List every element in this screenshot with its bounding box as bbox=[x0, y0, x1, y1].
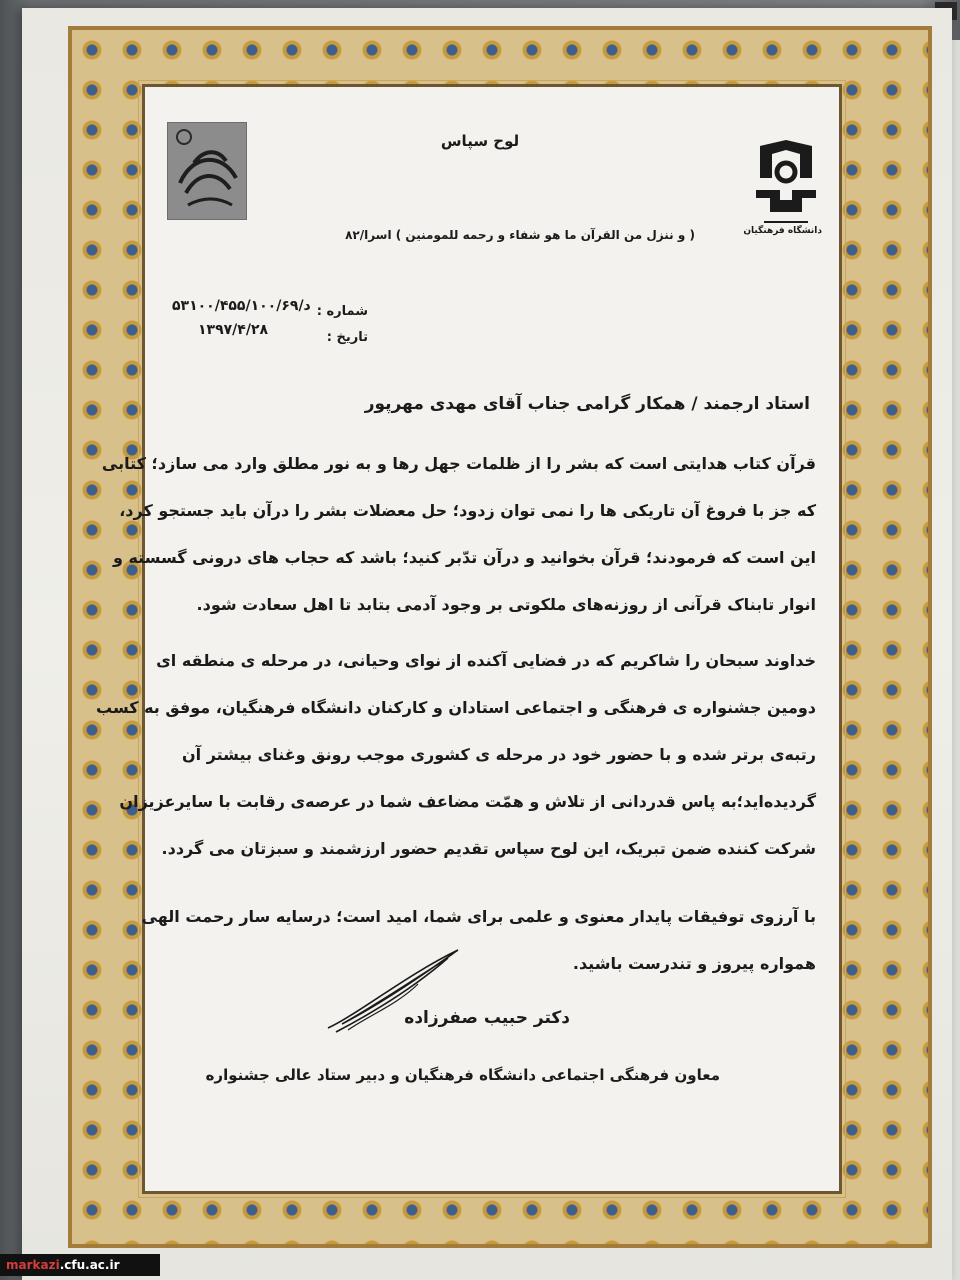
paragraph-2-line: خداوند سبحان را شاکریم که در فضایی آکنده از نوای وحیانی، در مرحله ی منطقه ای bbox=[156, 651, 816, 670]
paragraph-1-line: این است که فرمودند؛ قرآن بخوانید و درآن تدّبر کنید؛ باشد که حجاب های درونی گسسته و bbox=[112, 548, 816, 567]
watermark-suffix: .cfu.ac.ir bbox=[59, 1258, 120, 1272]
paragraph-2-line: گردیده‌اید؛به پاس قدردانی از تلاش و همّت مضاعف شما در عرصه‌ی رقابت با سایرعزیزان bbox=[119, 792, 816, 811]
site-watermark bbox=[0, 1254, 160, 1276]
certificate-title: لوح سپاس bbox=[440, 132, 520, 150]
date-label: تاریخ : bbox=[326, 330, 368, 345]
paragraph-2-line: شرکت کننده ضمن تبریک، این لوح سپاس تقدیم حضور ارزشمند و سبزتان می گردد. bbox=[161, 839, 816, 858]
university-logo bbox=[743, 138, 822, 242]
number-label: شماره : bbox=[316, 304, 368, 319]
paragraph-3-line: همواره پیروز و تندرست باشید. bbox=[572, 954, 816, 973]
festival-logo bbox=[167, 122, 247, 220]
date-value: ۱۳۹۷/۴/۲۸ bbox=[198, 322, 269, 338]
university-logo-caption: دانشگاه فرهنگیان bbox=[743, 226, 822, 236]
signer-role: معاون فرهنگی اجتماعی دانشگاه فرهنگیان و دبیر ستاد عالی جشنواره bbox=[205, 1066, 720, 1084]
paragraph-2-line: رتبه‌ی برتر شده و با حضور خود در مرحله ی کشوری موجب رونق وغنای بیشتر آن bbox=[181, 745, 816, 764]
paragraph-1 bbox=[101, 440, 816, 628]
salutation: استاد ارجمند / همکار گرامی جناب آقای مهدی مهرپور bbox=[364, 394, 810, 414]
signer-name: دکتر حبیب صفرزاده bbox=[404, 1008, 570, 1028]
quran-verse: ( و ننزل من القرآن ما هو شفاء و رحمه للمومنین ) اسرا/۸۲ bbox=[345, 228, 695, 242]
festival-logo-icon bbox=[168, 123, 246, 219]
paragraph-3-line: با آرزوی توفیقات پایدار معنوی و علمی برای شما، امید است؛ درسایه سار رحمت الهی bbox=[141, 907, 816, 926]
paragraph-1-line: که جز با فروغ آن تاریکی ها را نمی توان زدود؛ حل معضلات بشر را درآن باید جستجو کرد، bbox=[119, 501, 816, 520]
watermark-prefix: markazi bbox=[6, 1258, 60, 1272]
paragraph-1-line: قرآن کتاب هدایتی است که بشر را از ظلمات جهل رها و به نور مطلق وارد می سازد؛ کتابی bbox=[101, 454, 816, 473]
paragraph-1-line: انوار تابناک قرآنی از روزنه‌های ملکوتی بر وجود آدمی بتابد تا اهل سعادت شود. bbox=[196, 595, 816, 614]
paragraph-2 bbox=[96, 637, 816, 872]
paragraph-3 bbox=[141, 893, 816, 987]
paragraph-2-line: دومین جشنواره ی فرهنگی و اجتماعی استادان و کارکنان دانشگاه فرهنگیان، موفق به کسب bbox=[96, 698, 816, 717]
number-value: د/۵۳۱۰۰/۴۵۵/۱۰۰/۶۹ bbox=[172, 298, 311, 314]
